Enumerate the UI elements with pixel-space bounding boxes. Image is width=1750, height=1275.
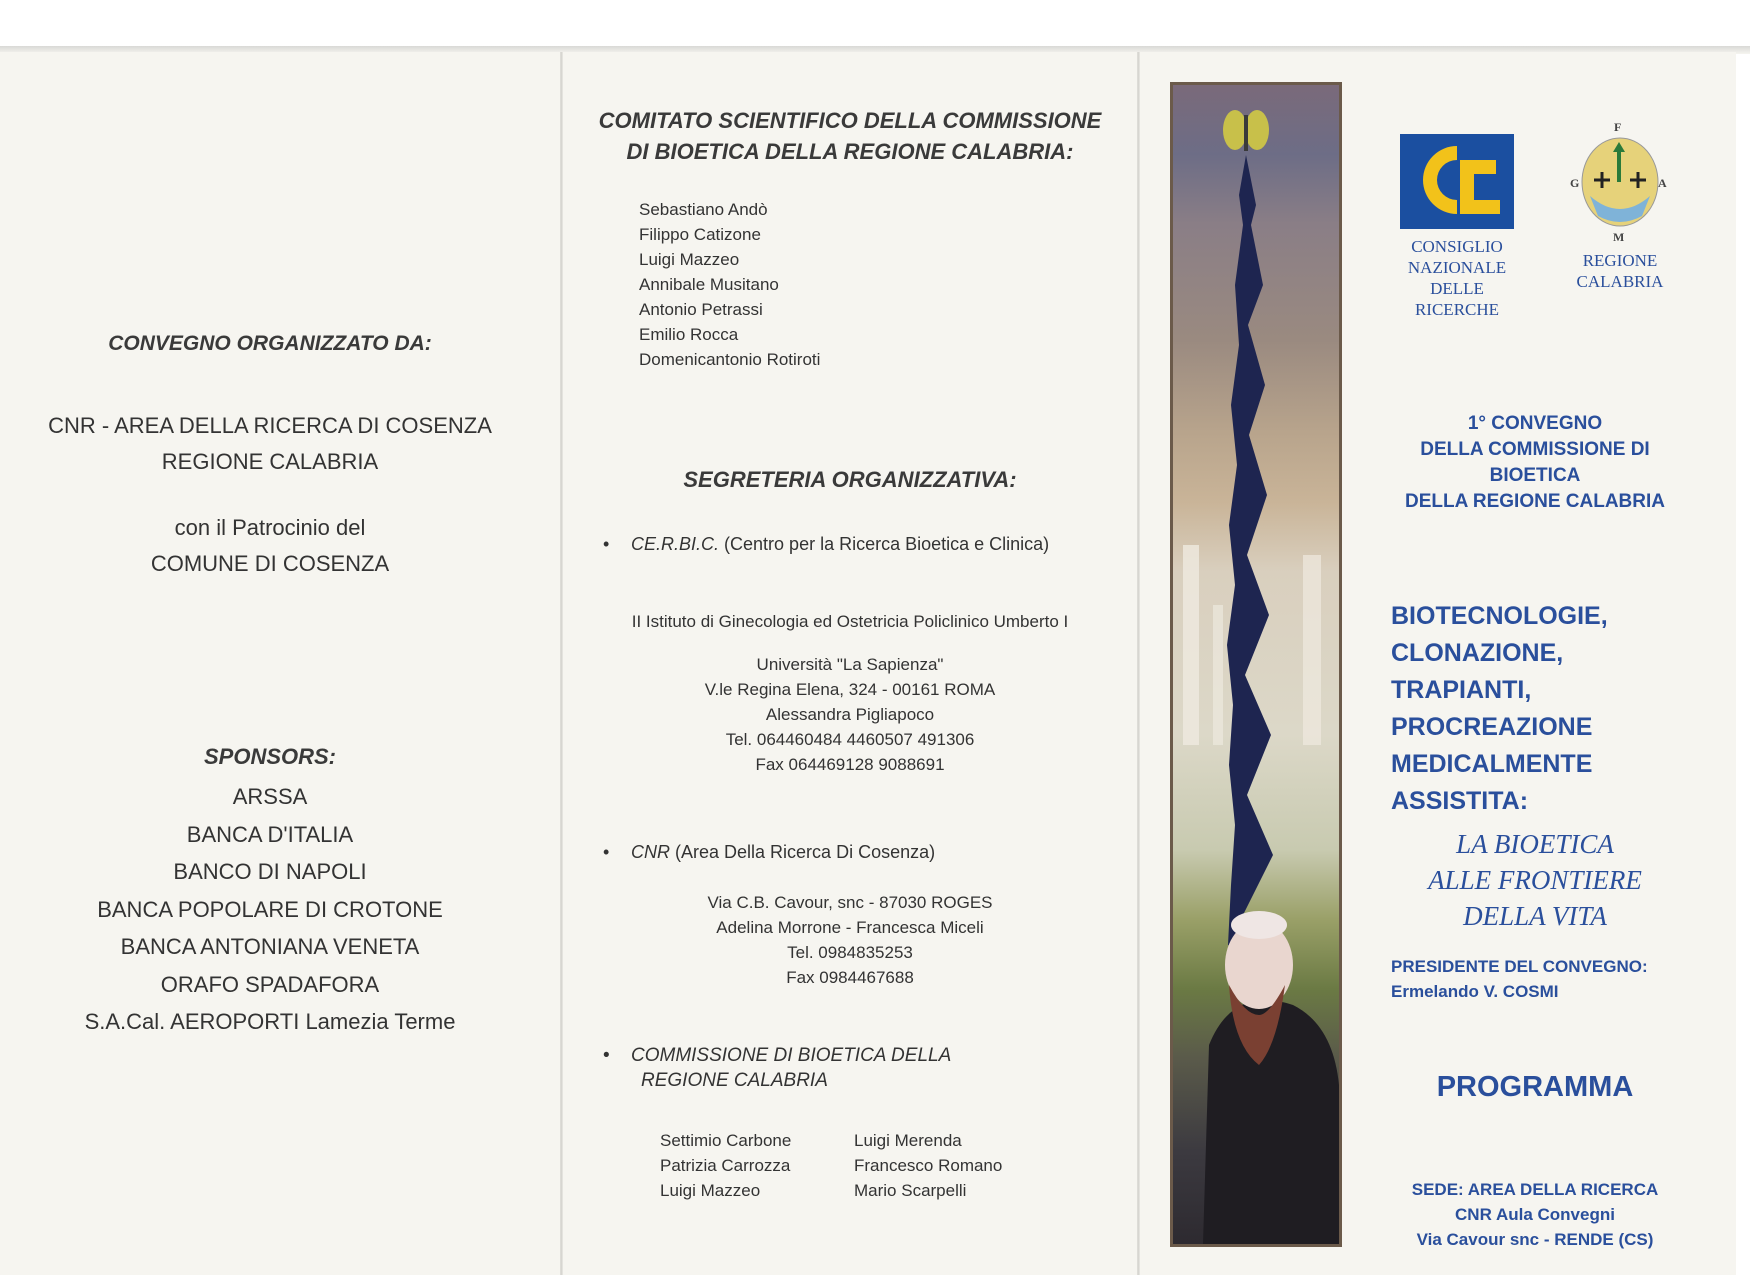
bullet-icon: • (603, 1045, 610, 1066)
convegno-title-line: DELLA COMMISSIONE DI (1420, 439, 1650, 460)
committee-member: Sebastiano Andò (639, 200, 768, 219)
topic-item: BIOTECNOLOGIE, (1391, 602, 1608, 630)
sponsor-item: BANCO DI NAPOLI (173, 859, 367, 884)
committee-member: Annibale Musitano (639, 275, 779, 294)
organizer-region: REGIONE CALABRIA (161, 449, 379, 474)
cerbic-name: CE.R.BI.C. (631, 534, 720, 554)
middle-panel (563, 52, 1137, 1275)
cnr-line: Adelina Morrone - Francesca Miceli (716, 918, 984, 937)
topics-list (1391, 598, 1608, 820)
topic-item: CLONAZIONE, (1391, 639, 1564, 667)
venue-line: Via Cavour snc - RENDE (CS) (1416, 1230, 1654, 1249)
committee-members (639, 197, 820, 372)
venue-line: SEDE: AREA DELLA RICERCA (1411, 1180, 1659, 1199)
region-logo-text-line: CALABRIA (1576, 272, 1664, 291)
crow-column-icon (1227, 155, 1273, 955)
convegno-title-line: BIOETICA (1489, 465, 1581, 486)
commission-member: Patrizia Carrozza (660, 1156, 791, 1175)
committee-member: Filippo Catizone (639, 225, 761, 244)
venue-block (1380, 1177, 1690, 1252)
cerbic-line: V.le Regina Elena, 324 - 00161 ROMA (704, 680, 996, 699)
convegno-title-line: DELLA REGIONE CALABRIA (1404, 491, 1666, 512)
sponsor-item: ARSSA (232, 784, 308, 809)
cnr-description: (Area Della Ricerca Di Cosenza) (675, 842, 936, 862)
commission-member: Luigi Mazzeo (660, 1181, 761, 1200)
convegno-title-line: 1° CONVEGNO (1467, 413, 1603, 434)
sponsor-item: BANCA D'ITALIA (186, 821, 354, 847)
cnr-name: CNR (631, 842, 670, 862)
region-emblem (1570, 118, 1670, 243)
commission-line1: COMMISSIONE DI BIOETICA DELLA (631, 1045, 952, 1066)
sponsors-heading: SPONSORS: (203, 744, 337, 769)
committee-member: Emilio Rocca (639, 325, 739, 344)
patronage-comune: COMUNE DI COSENZA (150, 551, 390, 576)
topic-item: TRAPIANTI, (1391, 676, 1532, 704)
commission-member: Settimio Carbone (660, 1131, 792, 1150)
sponsors-list (20, 778, 520, 1041)
organizer-cnr: CNR - AREA DELLA RICERCA DI COSENZA (48, 413, 492, 438)
programma-title: PROGRAMMA (1436, 1071, 1634, 1103)
commission-members-col2 (854, 1128, 1002, 1203)
emblem-letter-left: G (1570, 176, 1580, 190)
cnr-entry (603, 842, 935, 863)
subtitle-line: ALLE FRONTIERE (1428, 865, 1642, 895)
region-shield-icon (1580, 136, 1660, 228)
left-panel (0, 52, 560, 1275)
commission-member: Francesco Romano (854, 1156, 1003, 1175)
cnr-line: Fax 0984467688 (786, 968, 914, 987)
cnr-logo-mark (1400, 134, 1514, 229)
committee-member: Luigi Mazzeo (639, 250, 740, 269)
commission-members-col1 (660, 1128, 791, 1203)
patronage-line: con il Patrocinio del (174, 515, 366, 540)
cerbic-institute: II Istituto di Ginecologia ed Ostetricia Policlinico Umberto I (631, 612, 1069, 631)
cnr-line: Via C.B. Cavour, snc - 87030 ROGES (707, 893, 993, 912)
portrait-figure (1203, 911, 1339, 1244)
venue-line: CNR Aula Convegni (1455, 1205, 1615, 1224)
committee-heading-line2: DI BIOETICA DELLA REGIONE CALABRIA: (626, 139, 1074, 164)
subtitle-line: LA BIOETICA (1456, 829, 1614, 859)
president-name: Ermelando V. COSMI (1391, 982, 1559, 1001)
topic-item: ASSISTITA: (1391, 787, 1529, 815)
convegno-title (1380, 411, 1690, 515)
region-logo-text-line: REGIONE (1582, 251, 1658, 270)
cerbic-address (563, 652, 1137, 777)
bullet-icon: • (603, 842, 610, 862)
cerbic-line: Fax 064469128 9088691 (755, 755, 945, 774)
commission-entry (603, 1045, 951, 1067)
cover-painting (1170, 82, 1342, 1247)
emblem-letter-right: A (1658, 176, 1667, 190)
cnr-line: Tel. 0984835253 (787, 943, 913, 962)
cnr-address (563, 890, 1137, 990)
emblem-letter-bottom: M (1613, 230, 1625, 244)
cerbic-entry (603, 534, 1049, 555)
cerbic-line: Tel. 064460484 4460507 491306 (725, 730, 975, 749)
painting-illustration (1173, 85, 1339, 1244)
committee-member: Domenicantonio Rotiroti (639, 350, 821, 369)
secretariat-heading: SEGRETERIA ORGANIZZATIVA: (683, 467, 1017, 492)
commission-member: Luigi Merenda (854, 1131, 962, 1150)
cnr-logo-text-line: RICERCHE (1414, 300, 1500, 319)
butterfly-icon (1223, 110, 1269, 151)
committee-member: Antonio Petrassi (639, 300, 763, 319)
cnr-logo-text (1385, 236, 1529, 320)
president-block (1391, 954, 1648, 1004)
fold-line-right (1137, 52, 1140, 1275)
commission-member: Mario Scarpelli (854, 1181, 967, 1200)
organized-heading: CONVEGNO ORGANIZZATO DA: (108, 332, 432, 355)
cnr-logo-text-line: DELLE (1430, 279, 1484, 298)
subtitle (1380, 826, 1690, 934)
cnr-logo-text-line: CONSIGLIO (1411, 237, 1503, 256)
topic-item: MEDICALMENTE (1391, 750, 1593, 778)
president-label: PRESIDENTE DEL CONVEGNO: (1391, 957, 1648, 976)
sponsor-item: BANCA POPOLARE DI CROTONE (97, 896, 443, 922)
emblem-letter-top: F (1614, 120, 1622, 134)
cnr-logo-icon (1400, 134, 1514, 229)
bullet-icon: • (603, 534, 610, 554)
cerbic-line: Università "La Sapienza" (756, 655, 944, 674)
cerbic-description: (Centro per la Ricerca Bioetica e Clinica) (724, 534, 1050, 554)
sponsor-item: ORAFO SPADAFORA (160, 971, 380, 997)
topic-item: PROCREAZIONE (1391, 713, 1593, 741)
region-logo-text (1555, 250, 1685, 292)
committee-heading-line1: COMITATO SCIENTIFICO DELLA COMMISSIONE (598, 108, 1102, 133)
subtitle-line: DELLA VITA (1463, 901, 1607, 931)
cerbic-line: Alessandra Pigliapoco (765, 705, 935, 724)
sponsor-item: S.A.Cal. AEROPORTI Lamezia Terme (84, 1009, 456, 1034)
commission-line2: REGIONE CALABRIA (641, 1070, 828, 1091)
sponsor-item: BANCA ANTONIANA VENETA (120, 934, 420, 959)
cnr-logo-text-line: NAZIONALE (1407, 258, 1507, 277)
